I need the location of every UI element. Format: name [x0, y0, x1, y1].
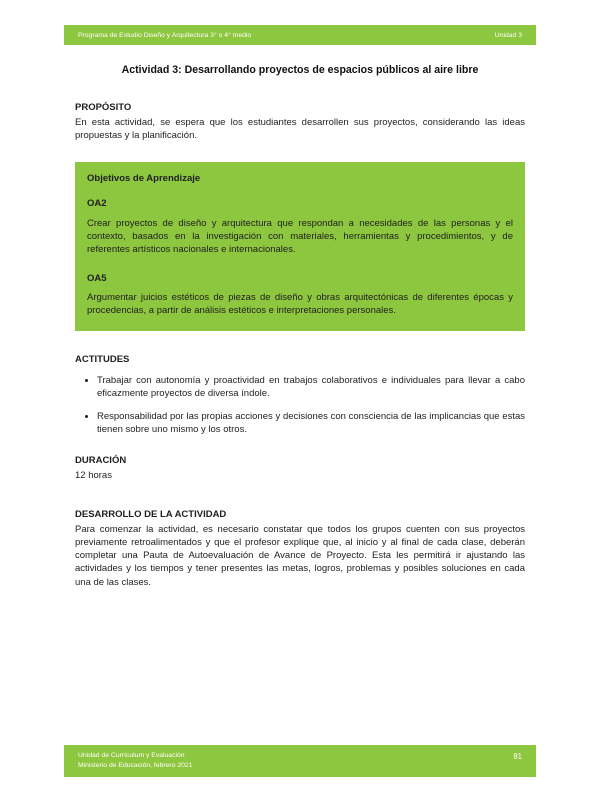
footer-line2: Ministerio de Educación, febrero 2021 [78, 762, 193, 769]
oa5-text: Argumentar juicios estéticos de piezas de diseño y obras arquitectónicas de diferentes épocas y procedencias, a partir de análisis estéticos e interpretaciones personales. [87, 291, 513, 317]
actitudes-bullet: • Responsabilidad por las propias acciones y decisiones con consciencia de las implicancias que estas tienen sobre uno mismo y los otros. [97, 410, 525, 436]
activity-title: Actividad 3: Desarrollando proyectos de espacios públicos al aire libre [121, 64, 479, 76]
proposito-body: En esta actividad, se espera que los estudiantes desarrollen sus proyectos, considerando las ideas propuestas y la planificación. [75, 117, 525, 142]
duracion-body: 12 horas [75, 469, 112, 481]
duracion-section [75, 454, 525, 482]
objetivos-heading: Objetivos de Aprendizaje [87, 173, 201, 185]
header-unit-label: Unidad 3 [494, 31, 522, 39]
actitudes-list [75, 374, 525, 435]
page-content [75, 101, 525, 589]
desarrollo-section [75, 508, 525, 589]
proposito-heading: PROPÓSITO [75, 102, 132, 113]
oa2-code: OA2 [87, 198, 107, 210]
objetivos-box [75, 162, 525, 331]
duracion-heading: DURACIÓN [75, 454, 127, 466]
desarrollo-body: Para comenzar la actividad, es necesario constatar que todos los grupos cuenten con sus proyectos previamente retroalimentados y que el profesor explique que, al inicio y al final de cada clase, deberán completar una Pauta de Autoevaluación de Avance de Proyecto. Esta les permitirá ir ajustando las actividades y los tiempos y tener presentes las metas, logros, problemas y posibles soluciones en cada una de las clases. [75, 524, 525, 588]
page-header-bar [64, 25, 536, 45]
page-footer-bar [64, 745, 536, 777]
oa5-code: OA5 [87, 272, 107, 284]
proposito-section [75, 101, 525, 142]
desarrollo-heading: DESARROLLO DE LA ACTIVIDAD [75, 508, 227, 520]
footer-left [78, 751, 192, 771]
page-number: 81 [513, 752, 522, 761]
footer-line1: Unidad de Currículum y Evaluación [78, 752, 185, 760]
header-program-label: Programa de Estudio Diseño y Arquitectura 3° o 4° medio [78, 31, 252, 39]
actitudes-heading: ACTITUDES [75, 354, 130, 366]
actitudes-section [75, 353, 525, 436]
actitudes-bullet: • Trabajar con autonomía y proactividad en trabajos colaborativos e individuales para llevar a cabo eficazmente proyectos de diversa índole. [97, 374, 525, 400]
oa2-text: Crear proyectos de diseño y arquitectura que respondan a necesidades de las personas y el contexto, basados en la investigación con materiales, herramientas y procedimientos, y de referentes artísticos nacionales e internacionales. [87, 217, 513, 255]
